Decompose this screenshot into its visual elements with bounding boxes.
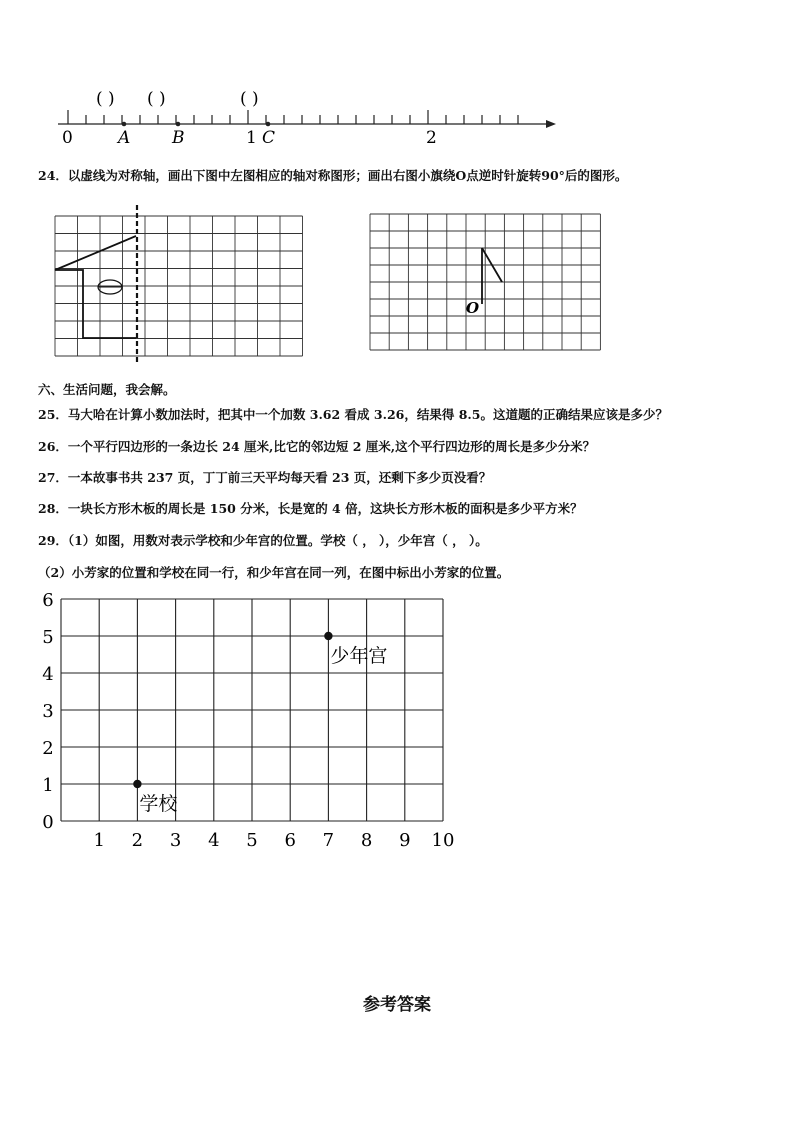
question-24: 24．以虚线为对称轴，画出下图中左图相应的轴对称图形；画出右图小旗绕O点逆时针旋转90°后的图形。 <box>38 168 628 183</box>
tick-label-c: C <box>262 128 276 148</box>
rotation-grid <box>366 210 606 355</box>
x-axis-label: 9 <box>399 830 411 851</box>
x-axis-label: 8 <box>360 830 373 851</box>
location-label: 学校 <box>139 793 178 815</box>
y-axis-label: 1 <box>42 775 54 796</box>
y-axis-label: 0 <box>42 812 54 833</box>
x-axis-label: 10 <box>431 830 455 851</box>
tick-label-b: B <box>172 128 185 148</box>
number-line <box>0 80 794 150</box>
question-29-part-2: （2）小芳家的位置和学校在同一行，和少年宫在同一列，在图中标出小芳家的位置。 <box>38 565 510 580</box>
x-axis-label: 5 <box>246 830 258 851</box>
y-axis-label: 3 <box>42 701 54 722</box>
answer-blank-a[interactable]: ( ) <box>96 89 115 109</box>
y-axis-label: 4 <box>42 664 54 685</box>
question-28: 28．一块长方形木板的周长是 150 分米，长是宽的 4 倍，这块长方形木板的面积是多少平方米？ <box>38 501 583 516</box>
x-axis-label: 3 <box>169 830 182 851</box>
question-26: 26．一个平行四边形的一条边长 24 厘米,比它的邻边短 2 厘米,这个平行四边形的周长是多少分米？ <box>38 439 596 454</box>
location-label: 少年宫 <box>330 645 388 667</box>
x-axis-label: 4 <box>208 830 220 851</box>
answer-blank-c[interactable]: ( ) <box>240 89 259 109</box>
tick-label-0: 0 <box>62 128 73 148</box>
x-axis-label: 1 <box>93 830 105 851</box>
y-axis-label: 5 <box>42 627 54 648</box>
tick-label-2: 2 <box>426 128 437 148</box>
tick-label-a: A <box>118 128 131 148</box>
answer-blank-b[interactable]: ( ) <box>147 89 166 109</box>
point-b-dot <box>176 122 181 127</box>
x-axis-label: 2 <box>131 830 144 851</box>
question-27: 27．一本故事书共 237 页，丁丁前三天平均每天看 23 页，还剩下多少页没看？ <box>38 470 492 485</box>
section-6-title: 六、生活问题，我会解。 <box>38 382 176 397</box>
x-axis-label: 6 <box>284 830 296 851</box>
answer-key-title: 参考答案 <box>363 995 431 1015</box>
coordinate-grid <box>30 583 470 853</box>
tick-label-1: 1 <box>246 128 257 148</box>
y-axis-label: 2 <box>42 738 54 759</box>
point-a-dot <box>122 122 127 127</box>
question-29-part-1: 29．（1）如图，用数对表示学校和少年宫的位置。学校（ ， ），少年宫（ ， ）。 <box>38 533 488 548</box>
point-c-dot <box>266 122 271 127</box>
x-axis-label: 7 <box>322 830 335 851</box>
location-point <box>324 632 332 640</box>
symmetry-grid <box>50 205 310 365</box>
location-point <box>133 780 141 788</box>
question-25: 25．马大哈在计算小数加法时，把其中一个加数 3.62 看成 3.26，结果得 8.5。这道题的正确结果应该是多少？ <box>38 407 668 422</box>
y-axis-label: 6 <box>42 590 54 611</box>
point-o-label: O <box>466 299 480 317</box>
